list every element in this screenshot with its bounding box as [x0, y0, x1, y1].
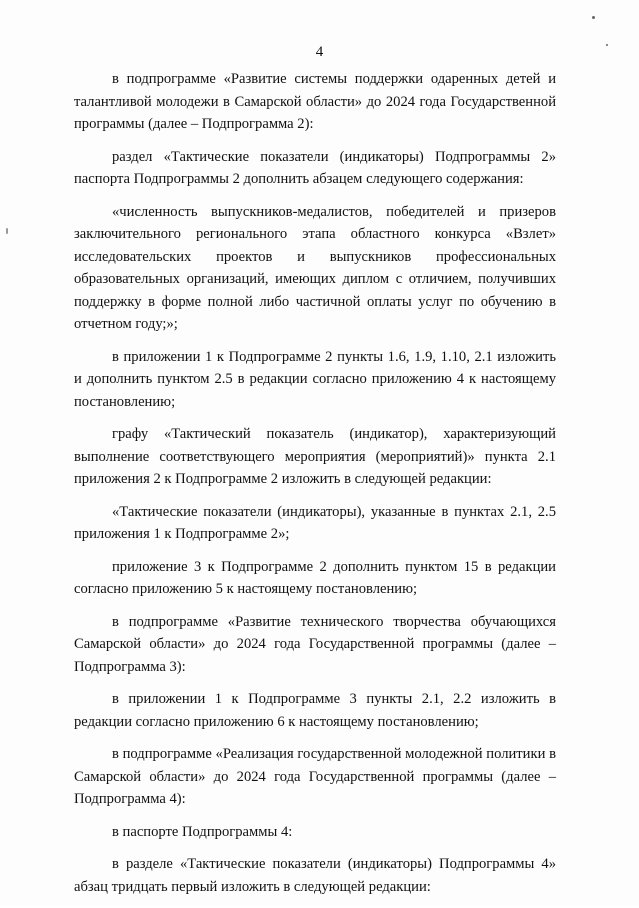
paragraph: в приложении 1 к Подпрограмме 3 пункты 2.1, 2.2 изложить в редакции согласно приложению 6 к настоящему постановлению; [74, 691, 556, 730]
paragraph: в подпрограмме «Реализация государственной молодежной политики в Самарской области» до 2024 года Государственной программы (далее – Подпрограмма 4): [74, 746, 556, 807]
scan-speck [6, 228, 8, 234]
paragraph: в разделе «Тактические показатели (индикаторы) Подпрограммы 4» абзац тридцать первый изложить в следующей редакции: [74, 856, 556, 895]
paragraph: раздел «Тактические показатели (индикаторы) Подпрограммы 2» паспорта Подпрограммы 2 дополнить абзацем следующего содержания: [74, 148, 556, 187]
paragraph: в паспорте Подпрограммы 4: [112, 823, 293, 840]
paragraph: «Тактические показатели (индикаторы), указанные в пунктах 2.1, 2.5 приложения 1 к Подпрограмме 2»; [74, 503, 556, 542]
paragraph: в подпрограмме «Развитие системы поддержки одаренных детей и талантливой молодежи в Самарской области» до 2024 года Государственной программы (далее – Подпрограмма 2): [74, 71, 556, 132]
paragraph: в подпрограмме «Развитие технического творчества обучающихся Самарской области» до 2024 года Государственной программы (далее – Подпрограмма 3): [74, 613, 556, 675]
document-body [74, 68, 556, 908]
paragraph: в приложении 1 к Подпрограмме 2 пункты 1.6, 1.9, 1.10, 2.1 изложить и дополнить пунктом 2.5 в редакции согласно приложению 4 к настоящему постановлению; [74, 348, 556, 410]
scan-speck [606, 44, 608, 46]
paragraph: «численность выпускников-медалистов, победителей и призеров заключительного регионального этапа областного конкурса «Взлет» исследовательских проектов и выпускников профессиональных образовательных организаций, имеющих диплом с отличием, получивших поддержку в форме полной либо частичной оплаты услуг по обучению в отчетном году;»; [74, 203, 556, 332]
page-number: 4 [315, 44, 324, 60]
paragraph: приложение 3 к Подпрограмме 2 дополнить пунктом 15 в редакции согласно приложению 5 к настоящему постановлению; [74, 558, 556, 597]
paragraph: графу «Тактический показатель (индикатор), характеризующий выполнение соответствующего мероприятия (мероприятий)» пункта 2.1 приложения 2 к Подпрограмме 2 изложить в следующей редакции: [74, 426, 556, 487]
scan-speck [592, 16, 595, 19]
